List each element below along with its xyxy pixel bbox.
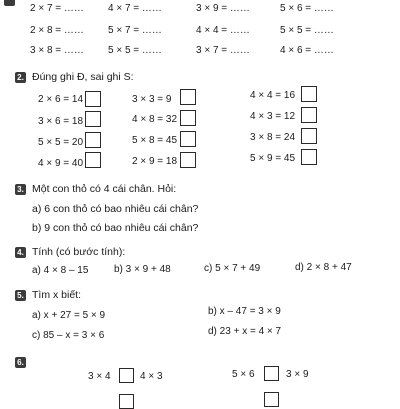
section3-question-a: a) 6 con thỏ có bao nhiêu cái chân? bbox=[32, 203, 199, 215]
s2-r1-c1: 2 × 6 = 14 bbox=[38, 94, 84, 105]
s2-r1-c2: 3 × 3 = 9 bbox=[132, 94, 172, 105]
s2-r2-c3-answer-box[interactable] bbox=[301, 107, 317, 123]
s1-r2-c4: 5 × 5 = …… bbox=[280, 25, 334, 36]
s2-r2-c1-answer-box[interactable] bbox=[85, 111, 101, 127]
s2-r3-c2: 5 × 8 = 45 bbox=[132, 135, 178, 146]
s2-r1-c3-answer-box[interactable] bbox=[301, 86, 317, 102]
s2-r3-c1: 5 × 5 = 20 bbox=[38, 137, 84, 148]
s2-r1-c1-answer-box[interactable] bbox=[85, 91, 101, 107]
s2-r1-c2-answer-box[interactable] bbox=[180, 89, 196, 105]
s1-r1-c1: 2 × 7 = …… bbox=[30, 3, 84, 14]
section5-item-a: a) x + 27 = 5 × 9 bbox=[32, 310, 106, 321]
s2-r3-c1-answer-box[interactable] bbox=[85, 132, 101, 148]
section2-number-badge: 2. bbox=[15, 72, 26, 83]
s1-r3-c1: 3 × 8 = …… bbox=[30, 45, 84, 56]
s2-r3-c3-answer-box[interactable] bbox=[301, 128, 317, 144]
s2-r2-c1: 3 × 6 = 18 bbox=[38, 116, 84, 127]
section1-number-badge bbox=[4, 0, 15, 6]
s2-r3-c3: 3 × 8 = 24 bbox=[250, 132, 296, 143]
s6-r1-right1: 4 × 3 bbox=[140, 371, 163, 382]
section3-question-b: b) 9 con thỏ có bao nhiêu cái chân? bbox=[32, 222, 199, 234]
s1-r2-c1: 2 × 8 = …… bbox=[30, 25, 84, 36]
s1-r2-c3: 4 × 4 = …… bbox=[196, 25, 250, 36]
s1-r3-c3: 3 × 7 = …… bbox=[196, 45, 250, 56]
s2-r2-c3: 4 × 3 = 12 bbox=[250, 111, 296, 122]
section4-item-c: c) 5 × 7 + 49 bbox=[204, 263, 261, 274]
s2-r4-c3: 5 × 9 = 45 bbox=[250, 153, 296, 164]
s6-r1-left2: 5 × 6 bbox=[232, 369, 255, 380]
s2-r2-c2: 4 × 8 = 32 bbox=[132, 114, 178, 125]
section5-item-d: d) 23 + x = 4 × 7 bbox=[208, 326, 282, 337]
section4-number-badge: 4. bbox=[15, 247, 26, 258]
s2-r4-c3-answer-box[interactable] bbox=[301, 149, 317, 165]
section2-title: Đúng ghi Đ, sai ghi S: bbox=[32, 71, 134, 83]
section6-number-badge: 6. bbox=[15, 357, 26, 368]
s1-r3-c2: 5 × 5 = …… bbox=[108, 45, 162, 56]
s1-r3-c4: 4 × 6 = …… bbox=[280, 45, 334, 56]
s2-r4-c2: 2 × 9 = 18 bbox=[132, 156, 178, 167]
s1-r1-c3: 3 × 9 = …… bbox=[196, 3, 250, 14]
s6-r1-compare-box-1[interactable] bbox=[119, 368, 134, 383]
s6-r1-compare-box-2[interactable] bbox=[264, 366, 279, 381]
section5-title: Tìm x biết: bbox=[32, 289, 82, 301]
s1-r1-c4: 5 × 6 = …… bbox=[280, 3, 334, 14]
section3-title: Một con thỏ có 4 cái chân. Hỏi: bbox=[32, 183, 177, 195]
s2-r4-c1-answer-box[interactable] bbox=[85, 152, 101, 168]
section5-item-c: c) 85 – x = 3 × 6 bbox=[32, 330, 105, 341]
section3-number-badge: 3. bbox=[15, 184, 26, 195]
s6-r2-compare-box-1[interactable] bbox=[119, 394, 134, 409]
s2-r1-c3: 4 × 4 = 16 bbox=[250, 90, 296, 101]
section4-item-a: a) 4 × 8 – 15 bbox=[32, 265, 89, 276]
section4-title: Tính (có bước tính): bbox=[32, 246, 126, 258]
s1-r2-c2: 5 × 7 = …… bbox=[108, 25, 162, 36]
s2-r3-c2-answer-box[interactable] bbox=[180, 131, 196, 147]
s6-r1-left1: 3 × 4 bbox=[88, 371, 111, 382]
s1-r1-c2: 4 × 7 = …… bbox=[108, 3, 162, 14]
section4-item-d: d) 2 × 8 + 47 bbox=[295, 262, 352, 273]
section5-item-b: b) x – 47 = 3 × 9 bbox=[208, 306, 281, 317]
s2-r4-c1: 4 × 9 = 40 bbox=[38, 158, 84, 169]
section5-number-badge: 5. bbox=[15, 290, 26, 301]
s2-r4-c2-answer-box[interactable] bbox=[180, 152, 196, 168]
section4-item-b: b) 3 × 9 + 48 bbox=[114, 264, 171, 275]
s2-r2-c2-answer-box[interactable] bbox=[180, 110, 196, 126]
s6-r1-right2: 3 × 9 bbox=[286, 369, 309, 380]
